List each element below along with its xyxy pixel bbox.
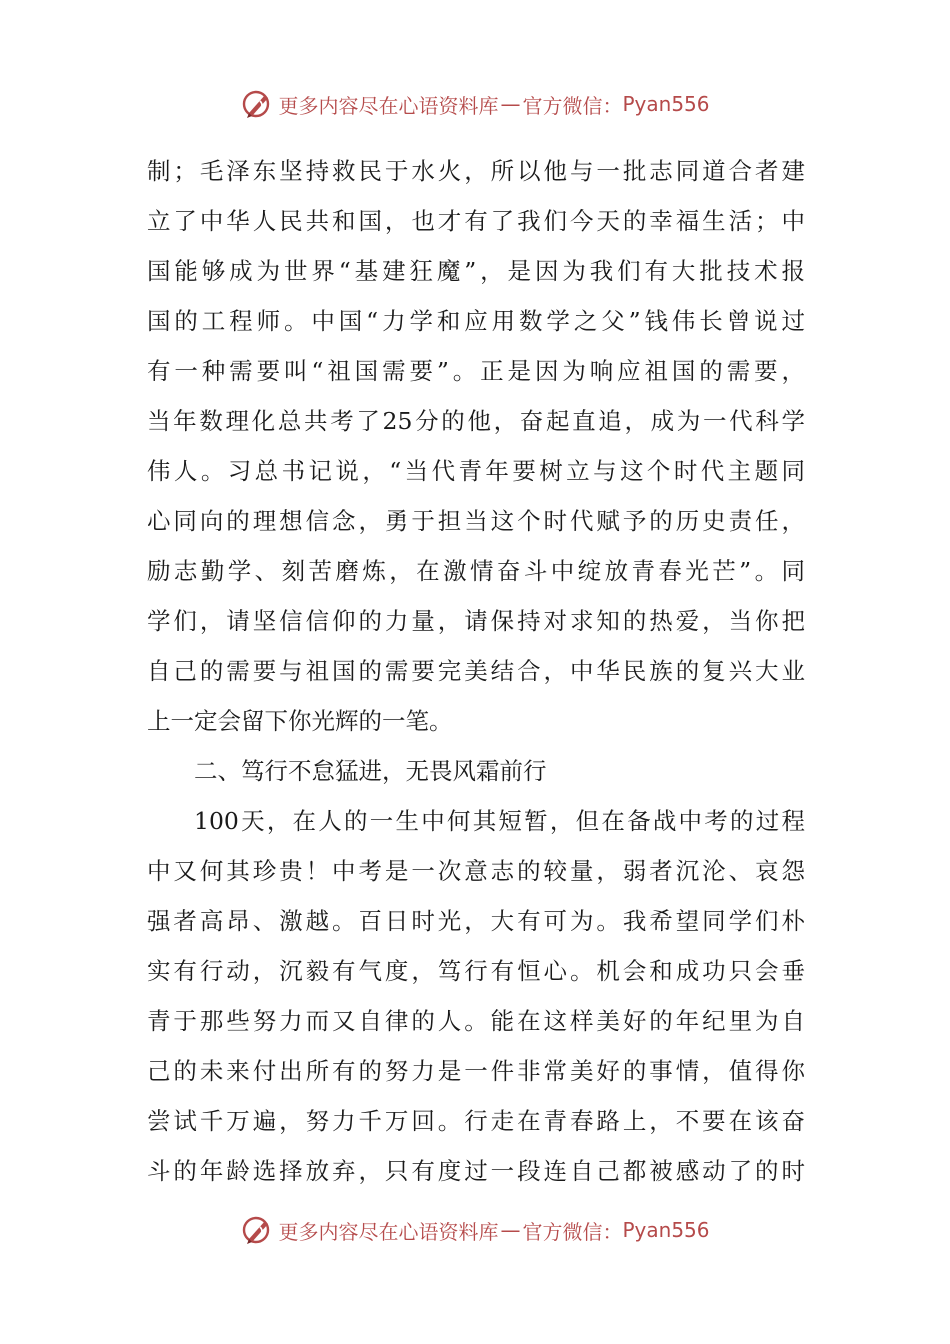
document-body	[147, 146, 805, 1196]
body-line: 上一定会留下你光辉的一笔。	[147, 707, 453, 735]
section-line: 100天，在人的一生中何其短暂，但在备战中考的过程	[194, 807, 805, 835]
body-line: 国能够成为世界“基建狂魔”，是因为我们有大批技术报	[147, 257, 805, 285]
footer-dash: —	[500, 1218, 521, 1242]
footer-watermark	[0, 1210, 950, 1250]
section-line: 斗的年龄选择放弃，只有度过一段连自己都被感动了的时	[147, 1157, 805, 1185]
body-line: 自己的需要与祖国的需要完美结合，中华民族的复兴大业	[147, 657, 805, 685]
body-line: 伟人。习总书记说，“当代青年要树立与这个时代主题同	[147, 457, 805, 485]
section-line: 强者高昂、激越。百日时光，大有可为。我希望同学们朴	[147, 907, 805, 935]
header-official-text: 官方微信：	[522, 93, 623, 118]
section-heading: 二、笃行不怠猛进，无畏风霜前行	[194, 757, 547, 785]
body-line: 心同向的理想信念，勇于担当这个时代赋予的历史责任，	[147, 507, 805, 535]
header-watermark	[0, 84, 950, 124]
body-line: 制；毛泽东坚持救民于水火，所以他与一批志同道合者建	[147, 157, 805, 185]
body-line: 当年数理化总共考了25分的他，奋起直追，成为一代科学	[147, 407, 805, 435]
body-line: 学们，请坚信信仰的力量，请保持对求知的热爱，当你把	[147, 607, 805, 635]
section-line: 青于那些努力而又自律的人。能在这样美好的年纪里为自	[147, 1007, 805, 1035]
pen-logo-icon	[240, 1213, 274, 1247]
body-line: 立了中华人民共和国，也才有了我们今天的幸福生活；中	[147, 207, 805, 235]
body-line: 有一种需要叫“祖国需要”。正是因为响应祖国的需要，	[147, 357, 805, 385]
body-line: 国的工程师。中国“力学和应用数学之父”钱伟长曾说过	[147, 307, 805, 335]
header-site-text: 更多内容尽在心语资料库	[278, 93, 499, 118]
pen-logo-icon	[240, 87, 274, 121]
header-wechat-id: Pyan556	[622, 92, 710, 116]
footer-wechat-id: Pyan556	[622, 1218, 710, 1242]
section-line: 尝试千万遍，努力千万回。行走在青春路上，不要在该奋	[147, 1107, 805, 1135]
header-dash: —	[500, 92, 521, 116]
footer-official-text: 官方微信：	[522, 1219, 623, 1244]
section-line: 实有行动，沉毅有气度，笃行有恒心。机会和成功只会垂	[147, 957, 805, 985]
footer-site-text: 更多内容尽在心语资料库	[278, 1219, 499, 1244]
section-line: 中又何其珍贵！中考是一次意志的较量，弱者沉沦、哀怨	[147, 857, 805, 885]
body-line: 励志勤学、刻苦磨炼，在激情奋斗中绽放青春光芒”。同	[147, 557, 805, 585]
section-line: 己的未来付出所有的努力是一件非常美好的事情，值得你	[147, 1057, 805, 1085]
